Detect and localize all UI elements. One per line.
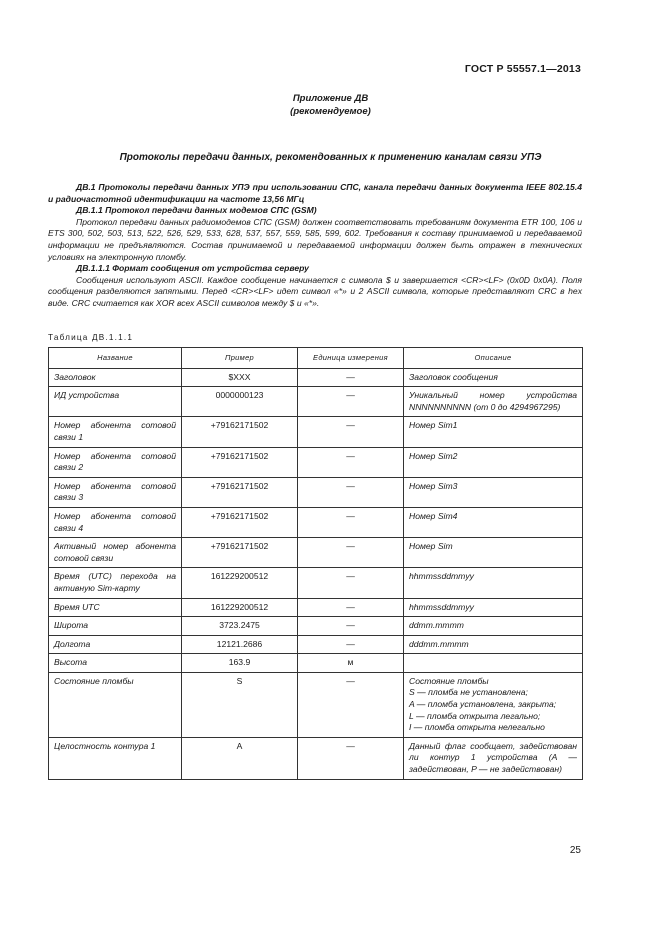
cell-description	[404, 507, 583, 537]
cell-description	[404, 368, 583, 387]
cell-description	[404, 672, 583, 737]
table-row	[49, 635, 583, 654]
cell-example: S	[182, 672, 298, 737]
table-row	[49, 598, 583, 617]
standard-number: ГОСТ Р 55557.1—2013	[464, 63, 581, 75]
cell-description	[404, 568, 583, 598]
cell-name: Состояние пломбы	[49, 672, 182, 737]
cell-unit: —	[298, 507, 404, 537]
description-line: Данный флаг сообщает, задействован ли контур 1 устройства (A — задействован, P — не задействован)	[409, 740, 577, 775]
appendix-title: Приложение ДВ	[292, 93, 369, 104]
column-header-description: Описание	[404, 348, 583, 369]
description-line: L — пломба открыта легально;	[409, 710, 541, 721]
cell-name: Активный номер абонента сотовой связи	[49, 538, 182, 568]
cell-description	[404, 538, 583, 568]
table-row	[49, 654, 583, 673]
table-caption: Таблица ДВ.1.1.1	[48, 333, 134, 342]
cell-unit: —	[298, 477, 404, 507]
cell-example: +79162171502	[182, 538, 298, 568]
description-line: Номер Sim4	[409, 510, 458, 521]
cell-name: Номер абонента сотовой связи 1	[49, 417, 182, 447]
column-header-unit: Единица измерения	[298, 348, 404, 369]
cell-description	[404, 737, 583, 779]
cell-name: Время (UTC) перехода на активную Sim-карту	[49, 568, 182, 598]
cell-example: +79162171502	[182, 447, 298, 477]
cell-unit: —	[298, 387, 404, 417]
cell-example: +79162171502	[182, 417, 298, 447]
cell-example: $XXX	[182, 368, 298, 387]
page-number: 25	[569, 845, 581, 856]
appendix-subtitle: (рекомендуемое)	[290, 106, 371, 117]
appendix-heading	[0, 92, 661, 118]
description-line: hhmmssddmmyy	[409, 571, 474, 582]
table-row	[49, 368, 583, 387]
cell-example: +79162171502	[182, 477, 298, 507]
cell-unit: —	[298, 617, 404, 636]
cell-name: Номер абонента сотовой связи 4	[49, 507, 182, 537]
cell-unit: —	[298, 417, 404, 447]
paragraph: Протокол передачи данных радиомодемов СПС (GSM) должен соответствовать требованиям документа ETR 100, 106 и ETS 300, 502, 503, 513, 522, 526, 529, 533, 628, 537, 557, 559, 585, 599, 602. Требования к составу принимаемой и передаваемой информации не предъявляются. Состав принимаемой и передаваемой информации должен быть отражен в технических условиях на электронную пломбу.	[48, 216, 582, 262]
table-row	[49, 538, 583, 568]
cell-unit: —	[298, 598, 404, 617]
column-header-name: Название	[49, 348, 182, 369]
cell-example: A	[182, 737, 298, 779]
cell-name: Заголовок	[49, 368, 182, 387]
cell-description	[404, 598, 583, 617]
cell-name: Время UTC	[49, 598, 182, 617]
cell-unit: —	[298, 568, 404, 598]
description-line: ddmm.mmmm	[409, 620, 464, 631]
cell-description	[404, 387, 583, 417]
cell-description	[404, 417, 583, 447]
paragraph: Сообщения используют ASCII. Каждое сообщение начинается с символа $ и завершается <CR><LF> (0x0D 0x0A). Поля сообщения разделяются запятыми. Перед <CR><LF> идет символ «*» и 2 ASCII символа, которые представляют CRC в hex виде. CRC считается как XOR всех ASCII символов между $ и «*».	[48, 274, 582, 308]
table-row	[49, 477, 583, 507]
table-row	[49, 617, 583, 636]
cell-unit: м	[298, 654, 404, 673]
cell-name: Высота	[49, 654, 182, 673]
cell-example: +79162171502	[182, 507, 298, 537]
section-heading: ДВ.1.1.1 Формат сообщения от устройства серверу	[76, 263, 309, 274]
table-row	[49, 387, 583, 417]
section-heading: ДВ.1 Протоколы передачи данных УПЭ при использовании СПС, канала передачи данных документа IEEE 802.15.4 и радиочастотной идентификации на частоте 13,56 МГц	[48, 182, 582, 204]
cell-unit: —	[298, 368, 404, 387]
cell-name: ИД устройства	[49, 387, 182, 417]
cell-unit: —	[298, 447, 404, 477]
body-text	[48, 182, 582, 310]
page-title: Протоколы передачи данных, рекомендованных к применению каналам связи УПЭ	[119, 152, 542, 163]
cell-description	[404, 447, 583, 477]
table-row	[49, 672, 583, 737]
description-line: hhmmssddmmyy	[409, 601, 474, 612]
table-row	[49, 447, 583, 477]
cell-example: 163.9	[182, 654, 298, 673]
cell-description	[404, 477, 583, 507]
cell-description	[404, 617, 583, 636]
description-line: Номер Sim3	[409, 480, 458, 491]
cell-example: 161229200512	[182, 598, 298, 617]
data-table	[48, 347, 583, 780]
cell-unit: —	[298, 538, 404, 568]
column-header-example: Пример	[182, 348, 298, 369]
description-line: Номер Sim1	[409, 420, 458, 431]
description-line: S — пломба не установлена;	[409, 687, 528, 698]
section-heading: ДВ.1.1 Протокол передачи данных модемов СПС (GSM)	[76, 205, 317, 216]
cell-unit: —	[298, 737, 404, 779]
table-row	[49, 568, 583, 598]
cell-name: Долгота	[49, 635, 182, 654]
table-header-row	[49, 348, 583, 369]
cell-example: 161229200512	[182, 568, 298, 598]
description-line: Заголовок сообщения	[409, 371, 498, 382]
description-line: A — пломба установлена, закрыта;	[409, 699, 557, 710]
cell-example: 3723.2475	[182, 617, 298, 636]
description-line	[409, 657, 577, 669]
description-line: dddmm.mmmm	[409, 638, 469, 649]
description-line: Состояние пломбы	[409, 675, 489, 686]
table-row	[49, 507, 583, 537]
cell-description	[404, 635, 583, 654]
table-row	[49, 737, 583, 779]
cell-unit: —	[298, 635, 404, 654]
cell-example: 12121.2686	[182, 635, 298, 654]
table-row	[49, 417, 583, 447]
cell-name: Широта	[49, 617, 182, 636]
description-line: Номер Sim	[409, 541, 453, 552]
cell-name: Номер абонента сотовой связи 3	[49, 477, 182, 507]
cell-description	[404, 654, 583, 673]
cell-example: 0000000123	[182, 387, 298, 417]
cell-unit: —	[298, 672, 404, 737]
description-line: Уникальный номер устройства NNNNNNNNNN (от 0 до 4294967295)	[409, 390, 577, 412]
cell-name: Целостность контура 1	[49, 737, 182, 779]
description-line: I — пломба открыта нелегально	[409, 722, 545, 733]
cell-name: Номер абонента сотовой связи 2	[49, 447, 182, 477]
description-line: Номер Sim2	[409, 450, 458, 461]
